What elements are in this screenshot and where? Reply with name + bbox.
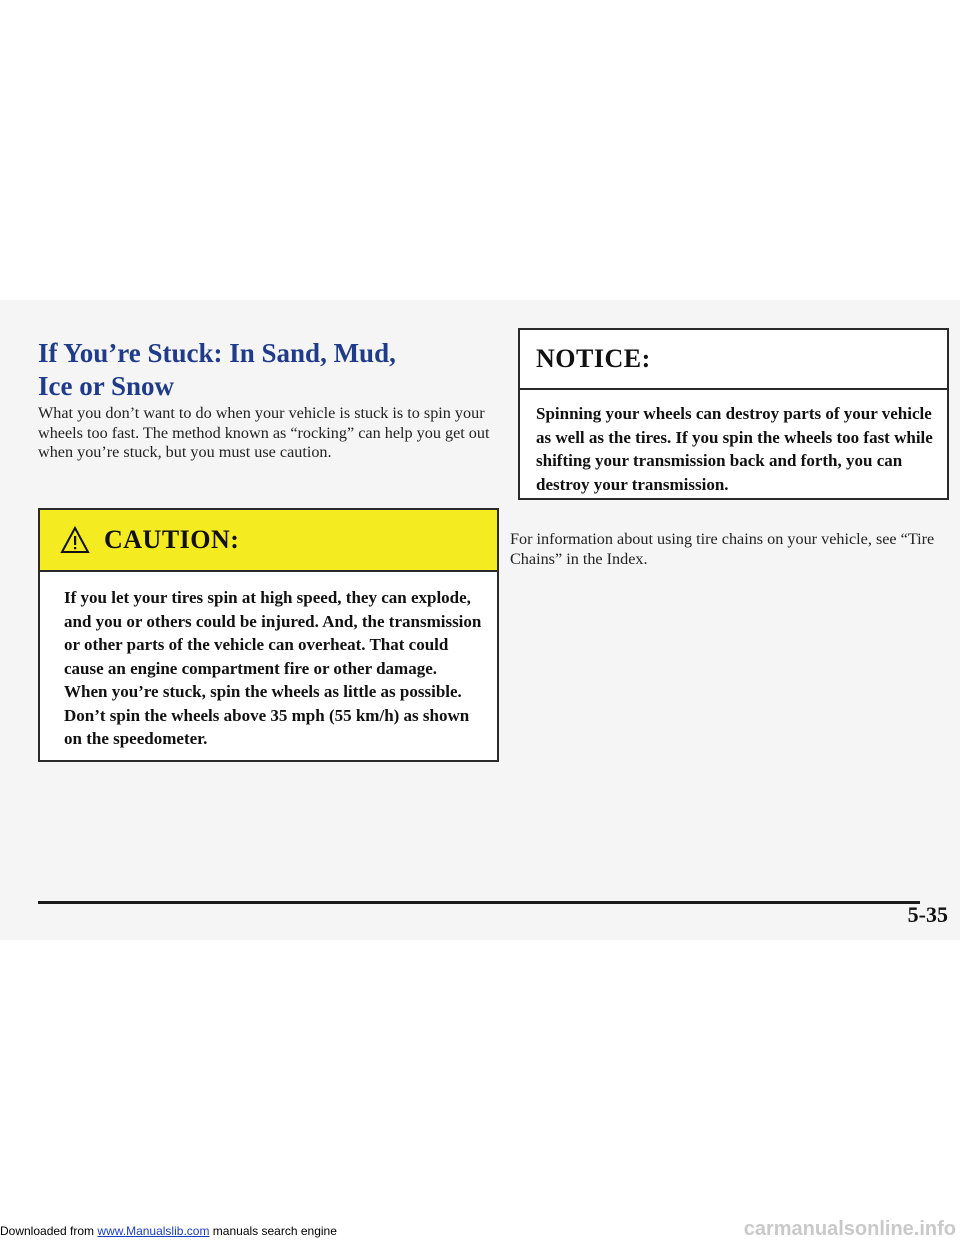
caution-body: If you let your tires spin at high speed, they can explode, and you or others could be injured. And, the transmission or other parts of the vehicle can overheat. That could cause an engine compartment fire or other damage. When you’re stuck, spin the wheels as little as possible. Don’t spin the wheels above 35 mph (55 km/h) as shown on the speedometer. bbox=[64, 588, 482, 748]
download-suffix: manuals search engine bbox=[212, 1224, 337, 1238]
notice-box bbox=[518, 328, 949, 500]
notice-header bbox=[520, 330, 947, 390]
caution-title: CAUTION: bbox=[104, 525, 240, 554]
manualslib-link[interactable]: www.Manualslib.com bbox=[97, 1224, 210, 1238]
caution-header bbox=[40, 510, 497, 572]
notice-title: NOTICE: bbox=[536, 344, 651, 373]
page-number: 5-35 bbox=[907, 902, 948, 927]
heading-line-2: Ice or Snow bbox=[38, 371, 175, 401]
notice-body: Spinning your wheels can destroy parts of your vehicle as well as the tires. If you spin the wheels too fast while shifting your transmission back and forth, you can destroy your transmission. bbox=[536, 404, 933, 494]
heading-line-1: If You’re Stuck: In Sand, Mud, bbox=[38, 338, 396, 368]
caution-box bbox=[38, 508, 499, 762]
warning-triangle-icon bbox=[60, 526, 90, 554]
footer-rule bbox=[38, 901, 920, 904]
intro-paragraph: What you don’t want to do when your vehicle is stuck is to spin your wheels too fast. The method known as “rocking” can help you get out when you’re stuck, but you must use caution. bbox=[38, 404, 490, 461]
section-heading bbox=[38, 337, 498, 403]
tire-chains-note: For information about using tire chains on your vehicle, see “Tire Chains” in the Index. bbox=[510, 530, 935, 568]
download-prefix: Downloaded from bbox=[0, 1224, 95, 1238]
watermark: carmanualsonline.info bbox=[743, 1218, 956, 1240]
download-footer bbox=[0, 1224, 337, 1238]
